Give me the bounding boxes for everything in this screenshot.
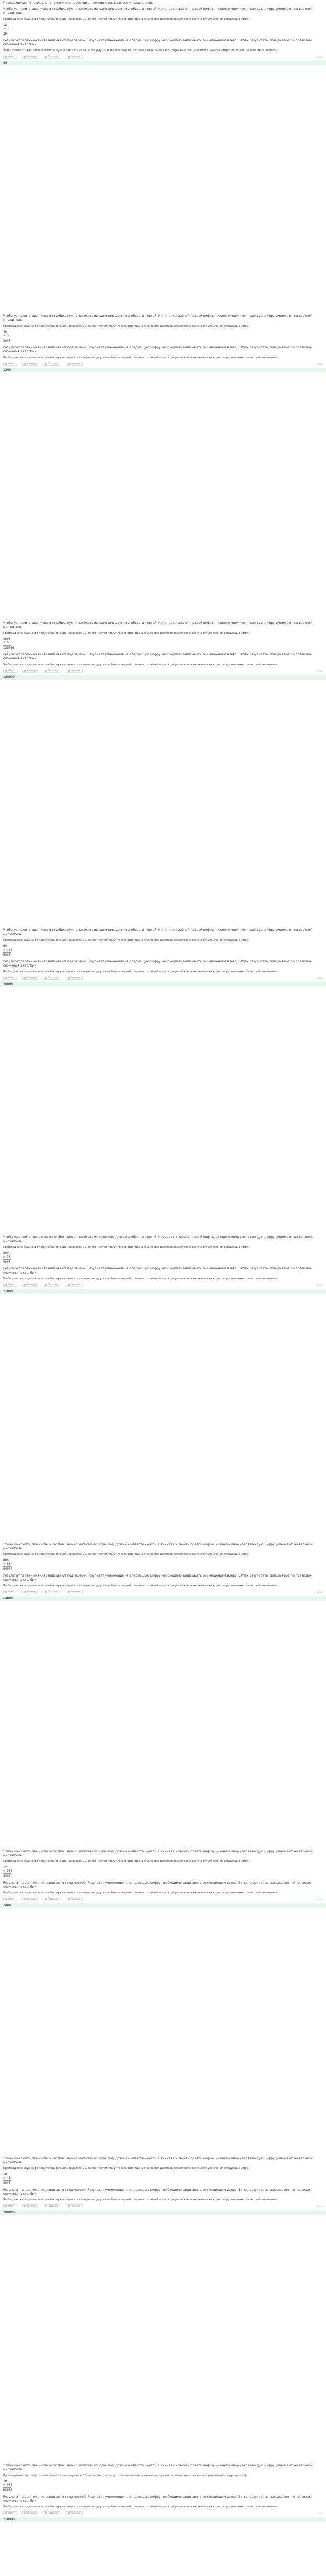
dot-icon [5, 1284, 7, 1286]
explanation-paragraph: Произведение двух цифр получилось больше или равное 10, то под чертой пишут только единицы, а количество десятков добавляют к результату умножения следующих цифр. [3, 2474, 249, 2477]
explanation-paragraph: Чтобы умножить два числа в столбик, нужно записать их одно под другим и обвести чертой. Начиная с крайней правой цифры нижнего множителя каждую цифру умножают на верхний множитель. [3, 2505, 278, 2509]
explanation-paragraph: Чтобы умножить два числа в столбик, нужно записать их одно под другим и обвести чертой. Начиная с крайней правой цифры нижнего множителя каждую цифру умножают на верхний множитель. [3, 1543, 313, 1550]
dot-icon [45, 1591, 47, 1593]
calc-line: × 60 [3, 641, 11, 645]
column-multiplication [3, 330, 323, 343]
chip-label: Ответ [8, 362, 15, 365]
chip-label: Пример [27, 976, 36, 979]
calc-line: 64000 [3, 1567, 13, 1571]
chip-button[interactable] [66, 976, 83, 980]
answer-bar: 20000 [0, 982, 326, 987]
explanation-paragraph: Результат перемножения записывают под чертой. Результат умножения на следующую цифру необходимо записывать со смещением влево. Затем результаты складывают по правилам сложения в столбик. [3, 1267, 312, 1275]
chip-label: Проверка [47, 2512, 59, 2514]
chip-button[interactable] [43, 1897, 60, 1901]
answer-bar: 120000 [0, 675, 326, 680]
calc-line: 2000 [3, 2181, 11, 2185]
explanation-paragraph: Чтобы умножить два числа в столбик, нужно записать их одно под другим и обвести чертой. Начиная с крайней правой цифры нижнего множителя каждую цифру умножают на верхний множитель. [3, 49, 278, 52]
dot-icon [24, 1591, 26, 1593]
dot-icon [45, 1284, 47, 1286]
answer-bar: 21000 [0, 1289, 326, 1294]
explanation-paragraph: Произведение двух цифр получилось больше или равное 10, то под чертой пишут только единицы, а количество десятков добавляют к результату умножения следующих цифр. [3, 1553, 249, 1556]
chip-label: Ответ [8, 55, 15, 58]
action-row [3, 1283, 323, 1287]
dot-icon [5, 1898, 7, 1900]
chip-button[interactable] [66, 669, 83, 673]
chip-button[interactable] [66, 2511, 83, 2515]
explanation-paragraph: Чтобы умножить два числа в столбик, нужно записать их одно под другим и обвести чертой. Начиная с крайней правой цифры нижнего множителя каждую цифру умножают на верхний множитель. [3, 2157, 313, 2164]
column-multiplication [3, 1866, 323, 1878]
task-block [3, 1543, 323, 1850]
column-multiplication [3, 1251, 323, 1264]
explanation-paragraph: Результат перемножения записывают под чертой. Результат умножения на следующую цифру необходимо записывать со смещением влево. Затем результаты складывают по правилам сложения в столбик. [3, 2495, 312, 2503]
calc-line: × 200 [3, 1869, 13, 1873]
calc-line: 63000 [3, 2488, 13, 2492]
action-row [3, 2511, 323, 2515]
chip-label: Ответ [8, 2205, 15, 2207]
meta-text: 2 min [317, 976, 323, 979]
action-row [3, 362, 323, 366]
task-block [3, 1850, 323, 2157]
meta-text: 2 min [317, 2205, 323, 2208]
calc-divider [3, 2180, 11, 2181]
explanation-paragraph: Чтобы умножить два числа в столбик, нужно записать их одно под другим и обвести чертой. Начиная с крайней правой цифры нижнего множителя каждую цифру умножают на верхний множитель. [3, 2198, 278, 2201]
explanation-paragraph: Результат перемножения записывают под чертой. Результат умножения на следующую цифру необходимо записывать со смещением влево. Затем результаты складывают по правилам сложения в столбик. [3, 39, 312, 46]
chip-label: Пример [27, 1283, 36, 1286]
chip-label: Пример [27, 362, 36, 365]
calc-line: 60 [3, 944, 7, 948]
explanation-paragraph: Чтобы умножить два числа в столбик, нужно записать их одно под другим и обвести чертой. Начиная с крайней правой цифры нижнего множителя каждую цифру умножают на верхний множитель. [3, 2464, 313, 2471]
explanation-paragraph: Чтобы умножить два числа в столбик, нужно записать их одно под другим и обвести чертой. Начиная с крайней правой цифры нижнего множителя каждую цифру умножают на верхний множитель. [3, 1891, 278, 1894]
answer-bar: 2400 [0, 1903, 326, 1908]
chip-button[interactable] [66, 55, 83, 59]
task-block [3, 314, 323, 621]
chip-button[interactable] [3, 362, 17, 366]
task-block [3, 7, 323, 314]
dot-icon [45, 977, 47, 979]
meta-text: 2 min [317, 1590, 323, 1594]
explanation-paragraph: Чтобы умножить два числа в столбик, нужно записать их одно под другим и обвести чертой. Начиная с крайней правой цифры нижнего множителя каждую цифру умножают на верхний множитель. [3, 1235, 313, 1243]
dot-icon [68, 977, 70, 979]
chip-label: Решение [71, 2512, 80, 2514]
action-row [3, 976, 323, 980]
dot-icon [45, 2512, 47, 2514]
chip-button[interactable] [3, 1590, 17, 1594]
calc-line: 50 [3, 2173, 7, 2176]
dot-icon [68, 56, 70, 58]
explanation-paragraph: Чтобы умножить два числа в столбик, нужно записать их одно под другим и обвести чертой. Начиная с крайней правой цифры нижнего множителя каждую цифру умножают на верхний множитель. [3, 663, 278, 666]
chip-label: Ответ [8, 1590, 15, 1593]
column-multiplication [3, 637, 323, 650]
chip-label: Пример [27, 2205, 36, 2207]
chip-button[interactable] [3, 2511, 17, 2515]
dot-icon [68, 1284, 70, 1286]
dot-icon [68, 670, 70, 672]
chip-button[interactable] [22, 1283, 38, 1287]
answer-bar: 1200 [0, 368, 326, 372]
calc-line: × 3 [3, 27, 9, 30]
chip-button[interactable] [43, 362, 60, 366]
dot-icon [24, 670, 26, 672]
dot-icon [68, 363, 70, 365]
chip-label: Проверка [47, 1283, 59, 1286]
explanation-paragraph: Произведение двух цифр получилось больше или равное 10, то под чертой пишут только единицы, а количество десятков добавляют к результату умножения следующих цифр. [3, 632, 249, 635]
meta-text: 2 min [317, 1897, 323, 1901]
dot-icon [5, 363, 7, 365]
chip-label: Пример [27, 55, 36, 58]
chip-label: Пример [27, 669, 36, 672]
chip-button[interactable] [22, 1897, 38, 1901]
chip-label: Проверка [47, 1590, 59, 1593]
chip-label: Ответ [8, 976, 15, 979]
chip-label: Ответ [8, 2512, 15, 2514]
meta-text: 2 min [317, 1283, 323, 1286]
chip-button[interactable] [66, 1283, 83, 1287]
calc-line: 12 [3, 23, 7, 27]
action-row [3, 2204, 323, 2208]
chip-label: Проверка [47, 669, 59, 672]
chip-label: Решение [71, 669, 80, 672]
dot-icon [45, 1898, 47, 1900]
task-block [3, 2464, 323, 2576]
explanation-paragraph: Чтобы умножить два числа в столбик, нужно записать их одно под другим и обвести чертой. Начиная с крайней правой цифры нижнего множителя каждую цифру умножают на верхний множитель. [3, 356, 278, 359]
explanation-paragraph: Произведение двух цифр получилось больше или равное 10, то под чертой пишут только единицы, а количество десятков добавляют к результату умножения следующих цифр. [3, 1860, 249, 1863]
chip-button[interactable] [43, 976, 60, 980]
task-block [3, 621, 323, 928]
dot-icon [24, 56, 26, 58]
chip-label: Проверка [47, 976, 59, 979]
calc-divider [3, 645, 11, 646]
calc-line: 2000 [3, 637, 11, 641]
calc-line: 40 [3, 330, 7, 334]
dot-icon [24, 2512, 26, 2514]
chip-button[interactable] [22, 2511, 38, 2515]
chip-label: Решение [71, 1897, 80, 1900]
meta-text: 2 min [317, 362, 323, 365]
chip-button[interactable] [22, 55, 38, 59]
chip-label: Пример [27, 1897, 36, 1900]
dot-icon [68, 2205, 70, 2207]
chip-label: Решение [71, 976, 80, 979]
dot-icon [5, 670, 7, 672]
action-row [3, 1590, 323, 1594]
dot-icon [24, 1284, 26, 1286]
task-block [3, 1235, 323, 1543]
task-block [3, 2157, 323, 2464]
explanation-paragraph: Результат перемножения записывают под чертой. Результат умножения на следующую цифру необходимо записывать со смещением влево. Затем результаты складывают по правилам сложения в столбик. [3, 1574, 312, 1582]
chip-button[interactable] [43, 2511, 60, 2515]
chip-button[interactable] [22, 362, 38, 366]
explanation-paragraph: Произведение двух цифр получилось больше или равное 10, то под чертой пишут только единицы, а количество десятков добавляют к результату умножения следующих цифр. [3, 939, 249, 942]
calc-line: 2000 [3, 339, 11, 343]
answer-bar: 64000 [0, 1596, 326, 1601]
explanation-paragraph: Чтобы умножить два числа в столбик, нужно записать их одно под другим и обвести чертой. Начиная с крайней правой цифры нижнего множителя каждую цифру умножают на верхний множитель. [3, 1277, 278, 1280]
chip-button[interactable] [3, 976, 17, 980]
column-multiplication [3, 944, 323, 957]
chip-button[interactable] [43, 1590, 60, 1594]
calc-divider [3, 952, 11, 953]
explanation-paragraph: Произведение двух цифр получилось больше или равное 10, то под чертой пишут только единицы, а количество десятков добавляют к результату умножения следующих цифр. [3, 1246, 249, 1249]
chip-label: Решение [71, 55, 80, 58]
chip-button[interactable] [66, 1590, 83, 1594]
dot-icon [5, 56, 7, 58]
explanation-paragraph: Чтобы умножить два числа в столбик, нужно записать их одно под другим и обвести чертой. Начиная с крайней правой цифры нижнего множителя каждую цифру умножают на верхний множитель. [3, 1584, 278, 1587]
column-multiplication [3, 2173, 323, 2185]
answer-bar: 210000 [0, 2517, 326, 2522]
answer-bar: 200000 [0, 2210, 326, 2215]
chip-label: Ответ [8, 1283, 15, 1286]
meta-text: 2 min [317, 55, 323, 58]
meta-text: 2 min [317, 669, 323, 672]
chip-button[interactable] [22, 669, 38, 673]
dot-icon [24, 2205, 26, 2207]
calc-line: 300 [3, 1251, 9, 1255]
chip-label: Проверка [47, 2205, 59, 2207]
calc-line: × 40 [3, 2176, 11, 2180]
calc-line: × 900 [3, 2483, 13, 2487]
action-row [3, 1897, 323, 1901]
chip-label: Пример [27, 2512, 36, 2514]
chip-label: Проверка [47, 362, 59, 365]
chip-button[interactable] [43, 2204, 60, 2208]
calc-line: 800 [3, 1558, 9, 1562]
explanation-paragraph: Чтобы умножить два числа в столбик, нужно записать их одно под другим и обвести чертой. Начиная с крайней правой цифры нижнего множителя каждую цифру умножают на верхний множитель. [3, 1850, 313, 1857]
column-multiplication [3, 1558, 323, 1571]
dot-icon [68, 1898, 70, 1900]
explanation-paragraph: Результат перемножения записывают под чертой. Результат умножения на следующую цифру необходимо записывать со смещением влево. Затем результаты складывают по правилам сложения в столбик. [3, 346, 312, 353]
intro-text: Произведение - это результат умножения двух чисел, которые называются множителями. [3, 1, 153, 5]
explanation-paragraph: Результат перемножения записывают под чертой. Результат умножения на следующую цифру необходимо записывать со смещением влево. Затем результаты складывают по правилам сложения в столбик. [3, 2188, 312, 2196]
chip-button[interactable] [3, 1283, 17, 1287]
dot-icon [5, 1591, 7, 1593]
calc-line: 70 [3, 2480, 7, 2483]
explanation-paragraph: Произведение двух цифр получилось больше или равное 10, то под чертой пишут только единицы, а количество десятков добавляют к результату умножения следующих цифр. [3, 2167, 249, 2170]
chip-label: Решение [71, 2205, 80, 2207]
explanation-paragraph: Чтобы умножить два числа в столбик, нужно записать их одно под другим и обвести чертой. Начиная с крайней правой цифры нижнего множителя каждую цифру умножают на верхний множитель. [3, 314, 313, 322]
chip-button[interactable] [22, 1590, 38, 1594]
calc-line: × 100 [3, 948, 13, 952]
chip-button[interactable] [3, 669, 17, 673]
chip-button[interactable] [22, 2204, 38, 2208]
calc-line: × 30 [3, 1255, 11, 1259]
calc-divider [3, 2487, 11, 2488]
calc-divider [3, 1566, 11, 1567]
calc-line: 9000 [3, 1260, 11, 1264]
explanation-paragraph: Чтобы умножить два числа в столбик, нужно записать их одно под другим и обвести чертой. Начиная с крайней правой цифры нижнего множителя каждую цифру умножают на верхний множитель. [3, 928, 313, 936]
explanation-paragraph: Чтобы умножить два числа в столбик, нужно записать их одно под другим и обвести чертой. Начиная с крайней правой цифры нижнего множителя каждую цифру умножают на верхний множитель. [3, 621, 313, 629]
chip-label: Пример [27, 1590, 36, 1593]
task-block [3, 928, 323, 1235]
dot-icon [45, 56, 47, 58]
explanation-paragraph: Чтобы умножить два числа в столбик, нужно записать их одно под другим и обвести чертой. Начиная с крайней правой цифры нижнего множителя каждую цифру умножают на верхний множитель. [3, 970, 278, 973]
dot-icon [5, 977, 7, 979]
calc-line: 6000 [3, 953, 11, 957]
chip-label: Проверка [47, 55, 59, 58]
action-row [3, 55, 323, 59]
column-multiplication [3, 2480, 323, 2492]
calc-line: 120000 [3, 646, 14, 650]
chip-button[interactable] [3, 2204, 17, 2208]
calc-line: 2400 [3, 1874, 11, 1878]
explanation-paragraph: Результат перемножения записывают под чертой. Результат умножения на следующую цифру необходимо записывать со смещением влево. Затем результаты складывают по правилам сложения в столбик. [3, 1881, 312, 1889]
calc-line: 36 [3, 32, 7, 36]
dot-icon [45, 363, 47, 365]
dot-icon [68, 1591, 70, 1593]
chip-button[interactable] [43, 669, 60, 673]
chip-label: Решение [71, 1590, 80, 1593]
calc-line: 12 [3, 1866, 7, 1869]
dot-icon [24, 977, 26, 979]
chip-label: Ответ [8, 1897, 15, 1900]
chip-button[interactable] [43, 55, 60, 59]
dot-icon [45, 670, 47, 672]
answer-bar: 36 [0, 61, 326, 65]
calc-divider [3, 1259, 11, 1260]
dot-icon [5, 2512, 7, 2514]
chip-label: Решение [71, 362, 80, 365]
explanation-paragraph: Произведение двух цифр получилось больше или равное 10, то под чертой пишут только единицы, а количество десятков добавляют к результату умножения следующих цифр. [3, 325, 249, 328]
explanation-paragraph: Произведение двух цифр получилось больше или равное 10, то под чертой пишут только единицы, а количество десятков добавляют к результату умножения следующих цифр. [3, 18, 249, 21]
calc-divider [3, 1873, 11, 1874]
dot-icon [68, 2512, 70, 2514]
action-row [3, 669, 323, 673]
column-multiplication [3, 23, 323, 36]
chip-button[interactable] [66, 362, 83, 366]
chip-button[interactable] [66, 2204, 83, 2208]
explanation-paragraph: Результат перемножения записывают под чертой. Результат умножения на следующую цифру необходимо записывать со смещением влево. Затем результаты складывают по правилам сложения в столбик. [3, 653, 312, 660]
chip-button[interactable] [3, 1897, 17, 1901]
chip-button[interactable] [3, 55, 17, 59]
chip-label: Ответ [8, 669, 15, 672]
calc-line: × 80 [3, 1562, 11, 1566]
chip-button[interactable] [43, 1283, 60, 1287]
dot-icon [24, 363, 26, 365]
chip-label: Решение [71, 1283, 80, 1286]
dot-icon [5, 2205, 7, 2207]
meta-text: 2 min [317, 2512, 323, 2515]
explanation-paragraph: Чтобы умножить два числа в столбик, нужно записать их одно под другим и обвести чертой. Начиная с крайней правой цифры нижнего множителя каждую цифру умножают на верхний множитель. [3, 7, 313, 15]
chip-button[interactable] [22, 976, 38, 980]
explanation-paragraph: Результат перемножения записывают под чертой. Результат умножения на следующую цифру необходимо записывать со смещением влево. Затем результаты складывают по правилам сложения в столбик. [3, 960, 312, 968]
calc-line: × 50 [3, 334, 11, 337]
chip-label: Проверка [47, 1897, 59, 1900]
dot-icon [45, 2205, 47, 2207]
dot-icon [24, 1898, 26, 1900]
chip-button[interactable] [66, 1897, 83, 1901]
